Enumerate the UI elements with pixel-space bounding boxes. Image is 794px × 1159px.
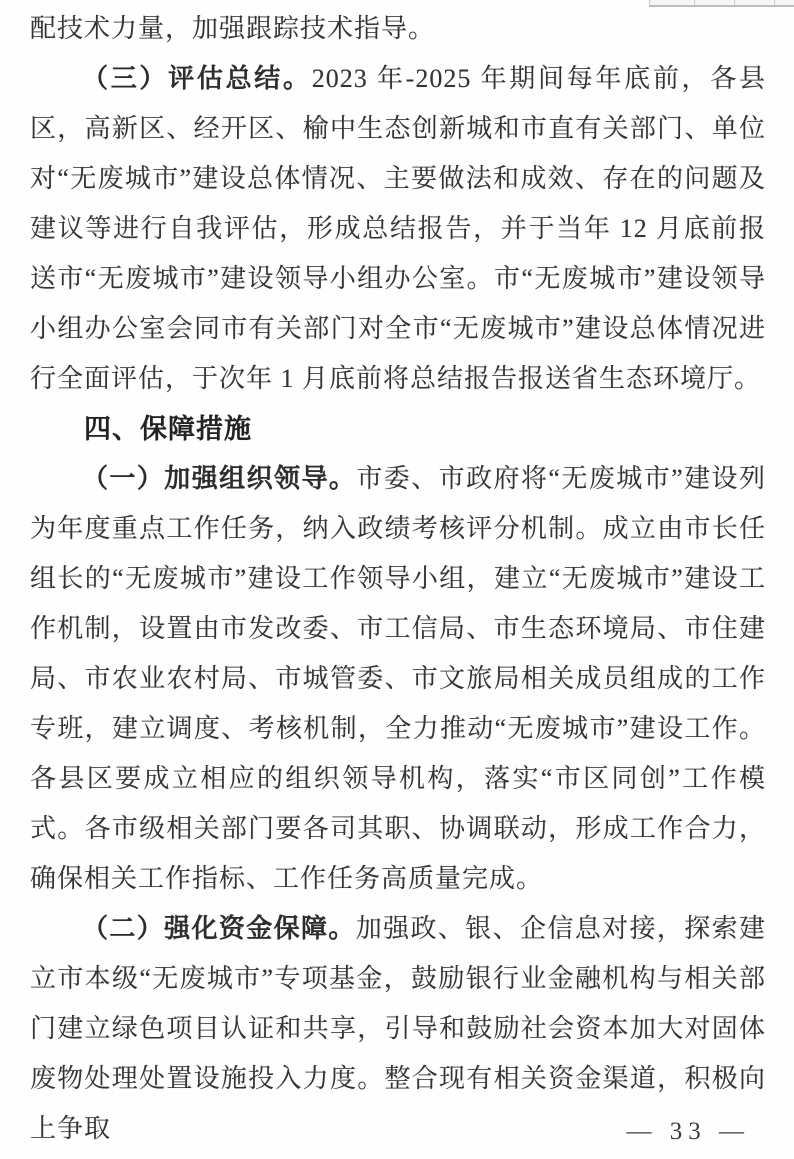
page-number: — 33 —	[626, 1118, 750, 1145]
table-cell-divider	[774, 0, 775, 5]
paragraph-continuation: 配技术力量，加强跟踪技术指导。	[30, 14, 436, 43]
run-in-heading-funding-guarantee: （二）强化资金保障。	[82, 914, 356, 943]
paragraph-evaluation-summary	[30, 54, 766, 404]
section-heading-safeguard-measures: 四、保障措施	[84, 414, 252, 444]
paragraph-text: 市委、市政府将“无废城市”建设列为年度重点工作任务，纳入政绩考核评分机制。成立由市长任组长的“无废城市”建设工作领导小组，建立“无废城市”建设工作机制，设置由市发改委、市工信局、市生态环境局、市住建局、市农业农村局、市城管委、市文旅局相关成员组成的工作专班，建立调度、考核机制，全力推动“无废城市”建设工作。各县区要成立相应的组织领导机构，落实“市区同创”工作模式。各市级相关部门要各司其职、协调联动，形成工作合力，确保相关工作指标、工作任务高质量完成。	[30, 464, 766, 893]
paragraph-funding-guarantee	[30, 904, 766, 1154]
run-in-heading-evaluation-summary: （三）评估总结。	[82, 64, 312, 93]
paragraph-organizational-leadership	[30, 454, 766, 904]
run-in-heading-organizational-leadership: （一）加强组织领导。	[82, 464, 357, 493]
document-body	[30, 4, 766, 1154]
paragraph-text: 2023 年-2025 年期间每年底前，各县区，高新区、经开区、榆中生态创新城和市直有关部门、单位对“无废城市”建设总体情况、主要做法和成效、存在的问题及建议等进行自我评估，形成总结报告，并于当年 12 月底前报送市“无废城市”建设领导小组办公室。市“无废城市”建设领导小组办公室会同市有关部门对全市“无废城市”建设总体情况进行全面评估，于次年 1 月底前将总结报告报送省生态环境厅。	[30, 64, 766, 393]
paragraph-text: 加强政、银、企信息对接，探索建立市本级“无废城市”专项基金，鼓励银行业金融机构与相关部门建立绿色项目认证和共享，引导和鼓励社会资本加大对固体废物处理处置设施投入力度。整合现有相关资金渠道，积极向上争取	[30, 914, 766, 1143]
